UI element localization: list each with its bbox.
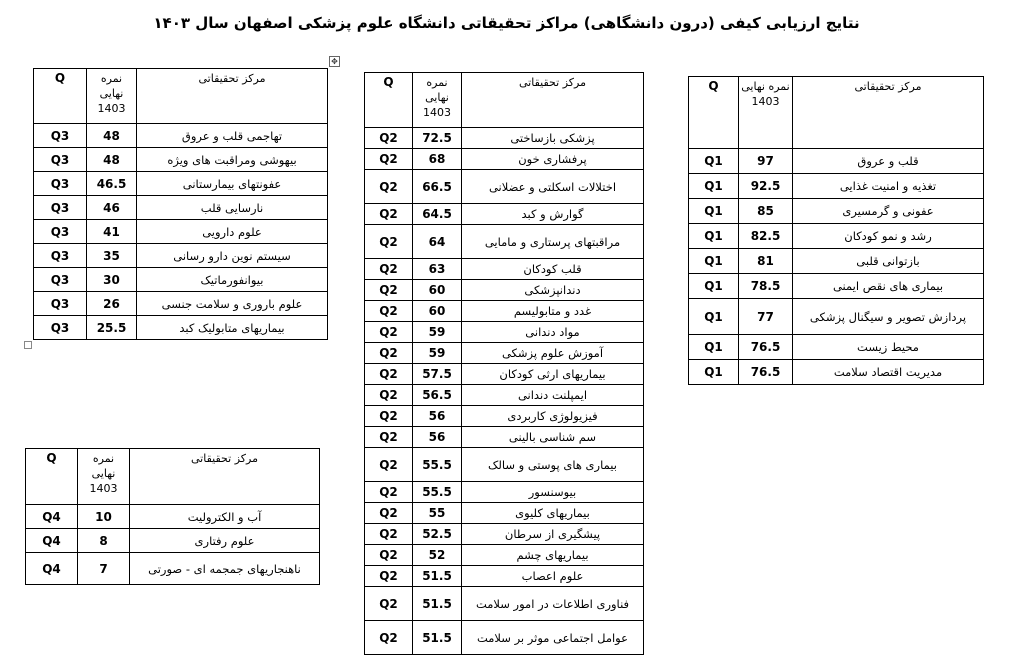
score-cell: 64.5: [413, 204, 462, 225]
q-cell: Q2: [365, 406, 413, 427]
center-name-cell: علوم دارویی: [137, 220, 328, 244]
table-row: [365, 406, 644, 427]
center-name-cell: رشد و نمو کودکان: [793, 224, 984, 249]
table-row: [365, 343, 644, 364]
center-name-cell: بیماریهای متابولیک کبد: [137, 316, 328, 340]
q-cell: Q3: [34, 196, 87, 220]
score-cell: 51.5: [413, 621, 462, 655]
q-cell: Q2: [365, 204, 413, 225]
q-cell: Q1: [689, 249, 739, 274]
table-row: [34, 268, 328, 292]
table-q2: [364, 72, 644, 655]
score-cell: 76.5: [739, 360, 793, 385]
center-name-cell: گوارش و کبد: [462, 204, 644, 225]
center-name-cell: آموزش علوم پزشکی: [462, 343, 644, 364]
table-row: [34, 196, 328, 220]
table-row: [365, 545, 644, 566]
center-name-cell: بیهوشی ومراقبت های ویژه: [137, 148, 328, 172]
score-cell: 68: [413, 149, 462, 170]
table-row: [689, 360, 984, 385]
header-center: مرکز تحقیقاتی: [793, 77, 984, 149]
score-cell: 51.5: [413, 566, 462, 587]
center-name-cell: علوم باروری و سلامت جنسی: [137, 292, 328, 316]
center-name-cell: مراقبتهای پرستاری و مامایی: [462, 225, 644, 259]
q-cell: Q2: [365, 170, 413, 204]
q-cell: Q2: [365, 301, 413, 322]
q-cell: Q2: [365, 545, 413, 566]
table-row: [34, 292, 328, 316]
table-row: [26, 553, 320, 585]
q-cell: Q2: [365, 259, 413, 280]
score-cell: 59: [413, 343, 462, 364]
score-cell: 55: [413, 503, 462, 524]
score-cell: 41: [87, 220, 137, 244]
q-cell: Q4: [26, 529, 78, 553]
q-cell: Q3: [34, 292, 87, 316]
table-row: [689, 335, 984, 360]
table-row: [365, 170, 644, 204]
q-cell: Q2: [365, 566, 413, 587]
center-name-cell: پردازش تصویر و سیگنال پزشکی: [793, 299, 984, 335]
score-cell: 60: [413, 280, 462, 301]
center-name-cell: عفونی و گرمسیری: [793, 199, 984, 224]
center-name-cell: تهاجمی قلب و عروق: [137, 124, 328, 148]
center-name-cell: دندانپزشکی: [462, 280, 644, 301]
table-row: [365, 503, 644, 524]
score-cell: 46.5: [87, 172, 137, 196]
q-cell: Q1: [689, 224, 739, 249]
table-row: [34, 148, 328, 172]
header-q: Q: [34, 69, 87, 124]
table-row: [689, 199, 984, 224]
q-cell: Q2: [365, 524, 413, 545]
header-q: Q: [689, 77, 739, 149]
center-name-cell: علوم اعصاب: [462, 566, 644, 587]
table-row: [365, 524, 644, 545]
header-score: نمره نهایی 1403: [87, 69, 137, 124]
table-q3: [33, 68, 328, 340]
q-cell: Q2: [365, 503, 413, 524]
score-cell: 48: [87, 148, 137, 172]
q-cell: Q2: [365, 225, 413, 259]
score-cell: 8: [78, 529, 130, 553]
table-row: [365, 385, 644, 406]
score-cell: 63: [413, 259, 462, 280]
table-row: [34, 316, 328, 340]
q-cell: Q4: [26, 553, 78, 585]
center-name-cell: مدیریت اقتصاد سلامت: [793, 360, 984, 385]
score-cell: 25.5: [87, 316, 137, 340]
table-row: [689, 299, 984, 335]
q-cell: Q2: [365, 343, 413, 364]
score-cell: 46: [87, 196, 137, 220]
center-name-cell: علوم رفتاری: [130, 529, 320, 553]
q-cell: Q2: [365, 427, 413, 448]
header-q: Q: [26, 449, 78, 505]
score-cell: 51.5: [413, 587, 462, 621]
q-cell: Q2: [365, 280, 413, 301]
center-name-cell: سم شناسی بالینی: [462, 427, 644, 448]
q-cell: Q3: [34, 220, 87, 244]
header-score: نمره نهایی 1403: [739, 77, 793, 149]
table-row: [365, 587, 644, 621]
score-cell: 85: [739, 199, 793, 224]
score-cell: 59: [413, 322, 462, 343]
center-name-cell: فناوری اطلاعات در امور سلامت: [462, 587, 644, 621]
score-cell: 52.5: [413, 524, 462, 545]
header-q: Q: [365, 73, 413, 128]
center-name-cell: محیط زیست: [793, 335, 984, 360]
q-cell: Q2: [365, 621, 413, 655]
q-cell: Q3: [34, 316, 87, 340]
q-cell: Q2: [365, 587, 413, 621]
q-cell: Q1: [689, 274, 739, 299]
center-name-cell: بیماریهای چشم: [462, 545, 644, 566]
center-name-cell: مواد دندانی: [462, 322, 644, 343]
score-cell: 48: [87, 124, 137, 148]
center-name-cell: بیوانفورماتیک: [137, 268, 328, 292]
score-cell: 30: [87, 268, 137, 292]
score-cell: 10: [78, 505, 130, 529]
score-cell: 52: [413, 545, 462, 566]
table-row: [689, 249, 984, 274]
table-row: [689, 149, 984, 174]
q-cell: Q2: [365, 482, 413, 503]
q-cell: Q1: [689, 149, 739, 174]
center-name-cell: ناهنجاریهای جمجمه ای - صورتی: [130, 553, 320, 585]
table-q1: [688, 76, 984, 385]
score-cell: 77: [739, 299, 793, 335]
table-q4: [25, 448, 320, 585]
q-cell: Q1: [689, 299, 739, 335]
score-cell: 72.5: [413, 128, 462, 149]
center-name-cell: بیماریهای کلیوی: [462, 503, 644, 524]
table-row: [34, 172, 328, 196]
table-row: [26, 505, 320, 529]
score-cell: 81: [739, 249, 793, 274]
q-cell: Q2: [365, 448, 413, 482]
q-cell: Q3: [34, 268, 87, 292]
score-cell: 56: [413, 406, 462, 427]
q-cell: Q2: [365, 385, 413, 406]
table-row: [365, 301, 644, 322]
table-row: [365, 280, 644, 301]
center-name-cell: قلب کودکان: [462, 259, 644, 280]
score-cell: 55.5: [413, 482, 462, 503]
score-cell: 55.5: [413, 448, 462, 482]
center-name-cell: غدد و متابولیسم: [462, 301, 644, 322]
header-center: مرکز تحقیقاتی: [137, 69, 328, 124]
header-score: نمره نهایی 1403: [78, 449, 130, 505]
score-cell: 26: [87, 292, 137, 316]
table-row: [689, 174, 984, 199]
q-cell: Q2: [365, 322, 413, 343]
center-name-cell: بیماری های نقص ایمنی: [793, 274, 984, 299]
table-row: [365, 427, 644, 448]
table-row: [26, 529, 320, 553]
table-row: [365, 128, 644, 149]
center-name-cell: فیزیولوژی کاربردی: [462, 406, 644, 427]
q-cell: Q2: [365, 128, 413, 149]
q-cell: Q3: [34, 172, 87, 196]
table-row: [689, 224, 984, 249]
table-row: [365, 225, 644, 259]
score-cell: 64: [413, 225, 462, 259]
score-cell: 92.5: [739, 174, 793, 199]
center-name-cell: اختلالات اسکلتی و عضلانی: [462, 170, 644, 204]
table-resize-handle-icon[interactable]: [24, 341, 32, 349]
table-row: [365, 482, 644, 503]
score-cell: 82.5: [739, 224, 793, 249]
table-row: [365, 259, 644, 280]
center-name-cell: سیستم نوین دارو رسانی: [137, 244, 328, 268]
table-row: [689, 274, 984, 299]
center-name-cell: پزشکی بازساختی: [462, 128, 644, 149]
center-name-cell: آب و الکترولیت: [130, 505, 320, 529]
score-cell: 56: [413, 427, 462, 448]
score-cell: 35: [87, 244, 137, 268]
center-name-cell: عفونتهای بیمارستانی: [137, 172, 328, 196]
table-row: [365, 149, 644, 170]
q-cell: Q1: [689, 199, 739, 224]
header-center: مرکز تحقیقاتی: [130, 449, 320, 505]
table-move-handle-icon[interactable]: ✥: [329, 56, 340, 67]
center-name-cell: تغذیه و امنیت غذایی: [793, 174, 984, 199]
table-row: [34, 220, 328, 244]
center-name-cell: ایمپلنت دندانی: [462, 385, 644, 406]
center-name-cell: پرفشاری خون: [462, 149, 644, 170]
table-row: [365, 322, 644, 343]
page-title: نتایج ارزیابی کیفی (درون دانشگاهی) مراکز تحقیقاتی دانشگاه علوم پزشکی اصفهان سال ۱۴۰۳: [153, 14, 860, 32]
q-cell: Q3: [34, 244, 87, 268]
table-row: [34, 244, 328, 268]
q-cell: Q4: [26, 505, 78, 529]
table-row: [365, 448, 644, 482]
q-cell: Q2: [365, 364, 413, 385]
score-cell: 97: [739, 149, 793, 174]
table-row: [365, 566, 644, 587]
score-cell: 66.5: [413, 170, 462, 204]
center-name-cell: بیماری های پوستی و سالک: [462, 448, 644, 482]
header-score: نمره نهایی 1403: [413, 73, 462, 128]
q-cell: Q1: [689, 174, 739, 199]
q-cell: Q3: [34, 148, 87, 172]
score-cell: 56.5: [413, 385, 462, 406]
center-name-cell: عوامل اجتماعی موثر بر سلامت: [462, 621, 644, 655]
q-cell: Q1: [689, 360, 739, 385]
center-name-cell: بیوسنسور: [462, 482, 644, 503]
center-name-cell: قلب و عروق: [793, 149, 984, 174]
center-name-cell: بیماریهای ارثی کودکان: [462, 364, 644, 385]
q-cell: Q2: [365, 149, 413, 170]
center-name-cell: بازتوانی قلبی: [793, 249, 984, 274]
table-row: [365, 364, 644, 385]
q-cell: Q3: [34, 124, 87, 148]
score-cell: 78.5: [739, 274, 793, 299]
score-cell: 57.5: [413, 364, 462, 385]
score-cell: 7: [78, 553, 130, 585]
table-row: [365, 204, 644, 225]
score-cell: 76.5: [739, 335, 793, 360]
score-cell: 60: [413, 301, 462, 322]
table-row: [34, 124, 328, 148]
q-cell: Q1: [689, 335, 739, 360]
center-name-cell: پیشگیری از سرطان: [462, 524, 644, 545]
header-center: مرکز تحقیقاتی: [462, 73, 644, 128]
center-name-cell: نارسایی قلب: [137, 196, 328, 220]
